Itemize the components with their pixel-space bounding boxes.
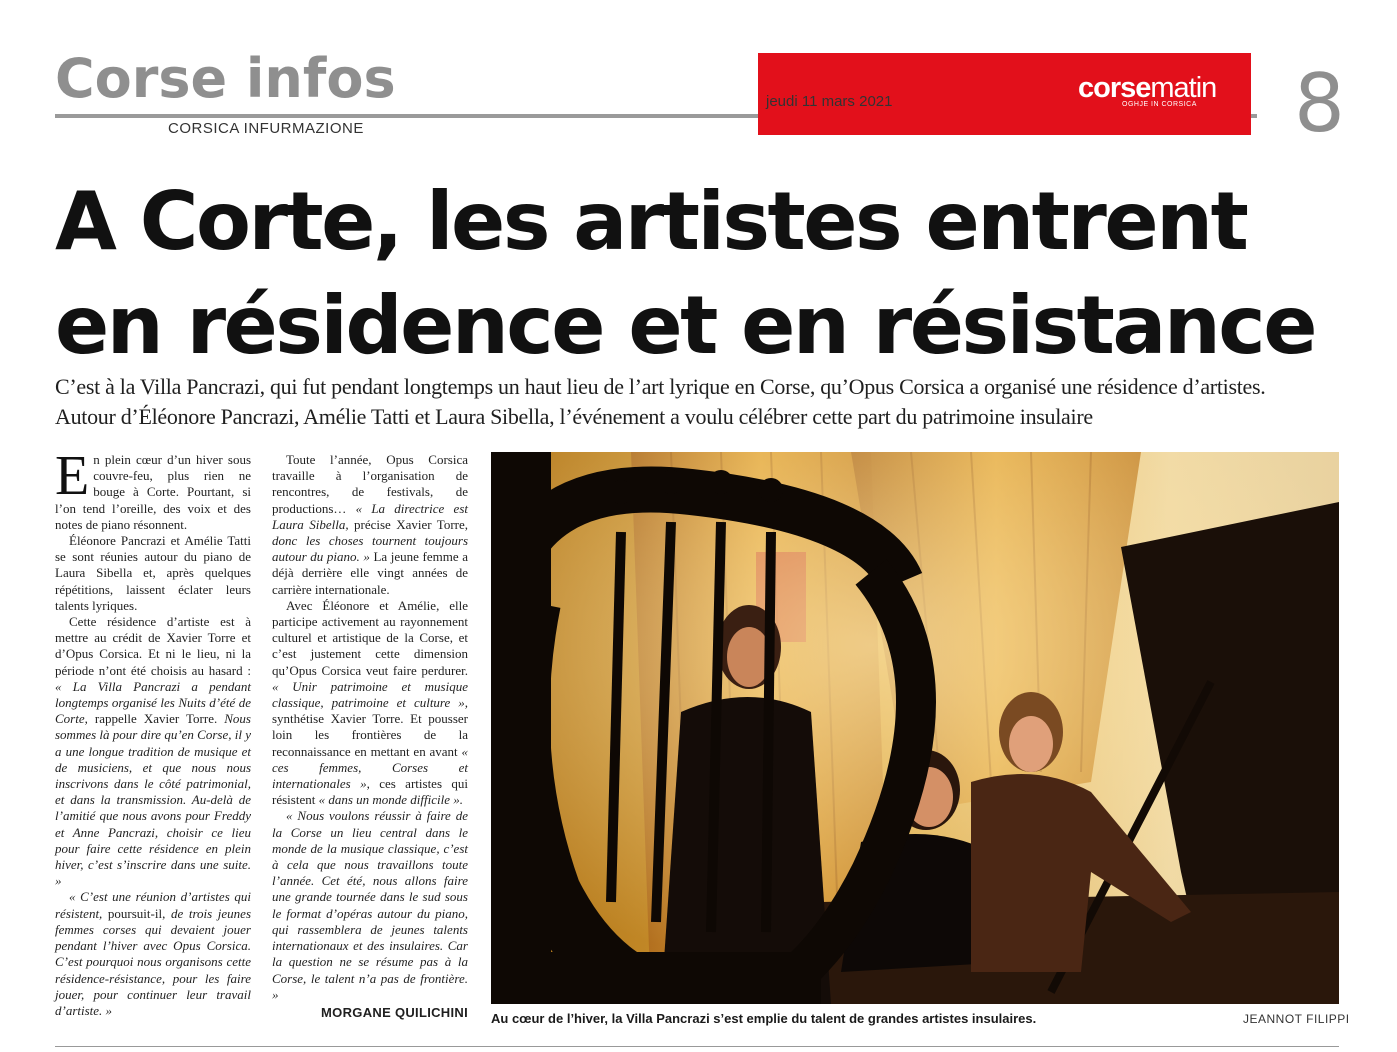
paragraph-text: poursuit-il, <box>102 905 171 921</box>
paragraph-text: synthétise Xavier Torre. Et pousser loin les frontières de la reconnaissance en mettant en avant <box>272 711 468 759</box>
paragraph-text: Toute l’année, Opus Corsica travaille à l’organisation de rencontres, de festivals, de productions… <box>272 452 468 516</box>
paragraph: Éléonore Pancrazi et Amélie Tatti se sont réunies autour du piano de Laura Sibella et, après quelques répétitions, laissent éclater leurs talents lyriques. <box>55 533 251 613</box>
corse-matin-logo <box>1078 74 1216 103</box>
paragraph <box>55 445 251 533</box>
paragraph-text: n plein cœur d’un hiver sous couvre-feu, plus rien ne bouge à Corte. Pourtant, si l’on tend l’oreille, des voix et des notes de piano résonnent. <box>55 452 251 532</box>
quote: « C’est une réunion d’artistes qui résistent, <box>55 889 251 921</box>
section-subtitle: CORSICA INFURMAZIONE <box>168 120 364 137</box>
photo-illustration <box>491 452 1339 1004</box>
quote: donc les choses tournent toujours autour du piano. » <box>272 533 468 565</box>
paragraph-text: précise Xavier Torre, <box>348 516 468 532</box>
paragraph-text: ces artistes qui résistent <box>272 776 468 808</box>
paragraph <box>55 889 251 1019</box>
lead-line: C’est à la Villa Pancrazi, qui fut pendant longtemps un haut lieu de l’art lyrique en Corse, qu’Opus Corsica a organisé une résidence d’artistes. <box>55 374 1266 399</box>
paragraph-text: Avec Éléonore et Amélie, elle participe activement au rayonnement culturel et artistique de la Corse, et c’est justement cette dimension qu’Opus Corsica veut faire perdurer. <box>272 597 468 678</box>
quote: « La directrice est Laura Sibella, <box>272 500 468 532</box>
paragraph-text: Cette résidence d’artiste est à mettre au crédit de Xavier Torre et d’Opus Corsica. Et ni le lieu, ni la période n’ont été choisis au hasard : <box>55 614 251 678</box>
section-title: Corse infos <box>55 47 396 110</box>
quote: « Nous voulons réussir à faire de la Corse un lieu central dans le monde de la musique classique, c’est à cela que nous travaillons toute l’année. Cet été, nous allons faire une grande tournée dans le sud sous le format d’opéras autour du piano, qui rassemblera de jeunes talents internationaux et des insulaires. Car la question ne se résume pas à la Corse, le talent n’a pas de frontière. » <box>272 808 468 1002</box>
article-column-1 <box>55 445 252 1019</box>
paragraph <box>272 598 468 809</box>
page-number: 8 <box>1294 57 1345 150</box>
paragraph <box>272 808 468 1002</box>
quote: « La Villa Pancrazi a pendant longtemps organisé les Nuits d’été de Corte, <box>55 678 251 727</box>
article-lead <box>55 372 1355 432</box>
paragraph <box>55 614 251 889</box>
issue-date: jeudi 11 mars 2021 <box>766 93 893 110</box>
paragraph <box>272 452 468 598</box>
logo-light-text: matin <box>1150 72 1217 104</box>
headline-line: A Corte, les artistes entrent <box>55 175 1247 268</box>
headline-line: en résidence et en résistance <box>55 279 1315 372</box>
bottom-rule <box>55 1046 1339 1047</box>
drop-cap: E <box>55 445 90 507</box>
quote: Nous sommes là pour dire qu’en Corse, il y a une longue tradition de musique et de musiciens, et que nous nous inscrivons dans le côté patrimonial, et dans la transmission. Au-delà de l’amitié que nous avons pour Freddy et Anne Pancrazi, choisir ce lieu pour faire cette résidence en plein hiver, c’est s’inscrire dans une suite. » <box>55 711 251 889</box>
logo-tagline: OGHJE IN CORSICA <box>1122 101 1197 108</box>
paragraph-text: La jeune femme a déjà derrière elle vingt années de carrière internationale. <box>272 549 468 597</box>
quote: « dans un monde difficile ». <box>318 792 464 808</box>
quote: « Unir patrimoine et musique classique, patrimoine et culture », <box>272 678 468 711</box>
byline: MORGANE QUILICHINI <box>321 1004 468 1020</box>
photo-caption: Au cœur de l’hiver, la Villa Pancrazi s’est emplie du talent de grandes artistes insulaires. <box>491 1011 1037 1026</box>
paragraph-text: rappelle Xavier Torre. <box>87 711 225 727</box>
article-headline <box>55 170 1375 378</box>
lead-line: Autour d’Éléonore Pancrazi, Amélie Tatti et Laura Sibella, l’événement a voulu célébrer cette part du patrimoine insulaire <box>55 404 1093 429</box>
photo-credit: JEANNOT FILIPPI <box>1243 1012 1350 1026</box>
logo-bold-text: corse <box>1078 72 1151 104</box>
quote: « ces femmes, Corses et internationales », <box>272 743 468 792</box>
quote: de trois jeunes femmes corses qui devaient jouer pendant l’hiver avec Opus Corsica. C’est pourquoi nous organisons cette résidence-résistance, pour les faire jouer, pour continuer leur travail d’artiste. » <box>55 905 252 1018</box>
woman-right-face <box>1009 716 1053 772</box>
article-photo <box>491 452 1339 1004</box>
article-column-2 <box>272 452 468 1021</box>
